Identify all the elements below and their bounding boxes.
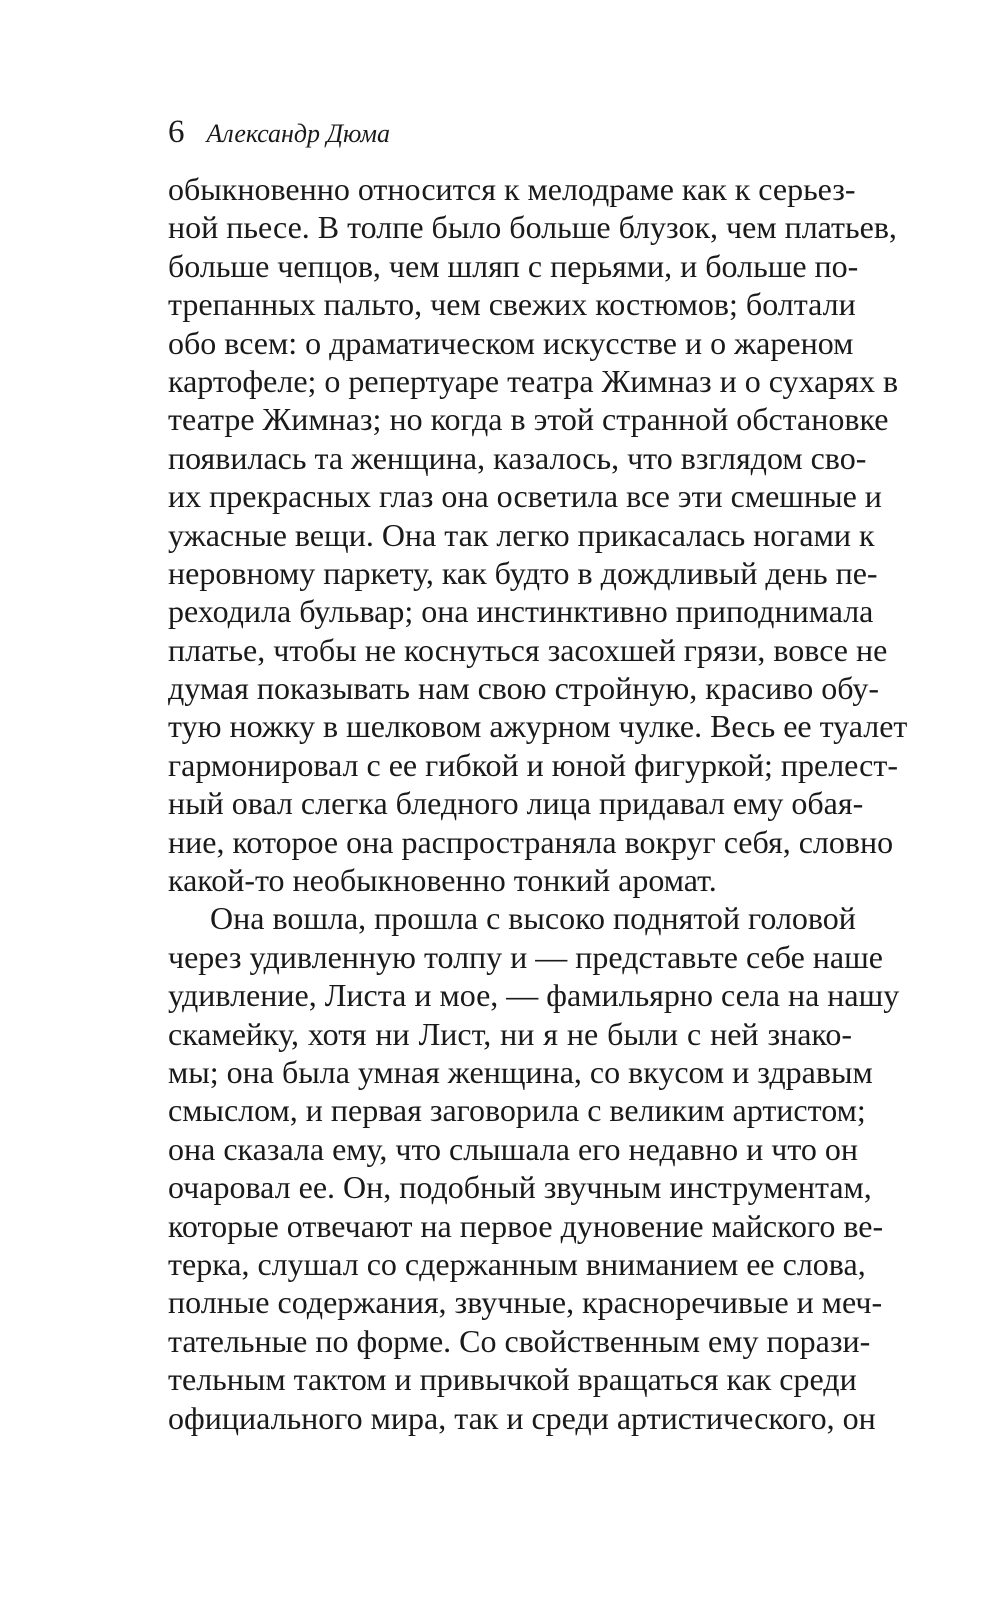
text-line: Она вошла, прошла с высоко поднятой головой [210,900,856,937]
paragraph [168,899,900,1436]
text-line: ужасные вещи. Она так легко прикасалась ногами к [168,516,875,553]
text-line: картофеле; о репертуаре театра Жимназ и о сухарях в [168,362,899,399]
text-line: больше чепцов, чем шляп с перьями, и больше по- [168,247,859,284]
text-line: терка, слушал со сдержанным вниманием ее слова, [168,1245,866,1282]
text-line: через удивленную толпу и — представьте себе наше [168,938,883,975]
page-number: 6 [168,114,185,150]
text-line: театре Жимназ; но когда в этой странной обстановке [168,401,889,438]
text-line: их прекрасных глаз она осветила все эти смешные и [168,478,882,515]
running-head-author: Александр Дюма [206,119,390,148]
text-line: ный овал слегка бледного лица придавал ему обая- [168,785,864,822]
text-line: трепанных пальто, чем свежих костюмов; болтали [168,286,856,323]
text-line: очаровал ее. Он, подобный звучным инструментам, [168,1169,872,1206]
text-line: неровному паркету, как будто в дождливый день пе- [168,554,878,591]
text-line: которые отвечают на первое дуновение майского ве- [168,1207,884,1244]
text-line: удивление, Листа и мое, — фамильярно села на нашу [168,977,900,1014]
text-line: думая показывать нам свою стройную, красиво обу- [168,670,879,707]
text-line: она сказала ему, что слышала его недавно и что он [168,1130,859,1167]
text-line: тательные по форме. Со свойственным ему порази- [168,1322,871,1359]
text-line: ние, которое она распространяла вокруг себя, словно [168,823,894,860]
text-line: ной пьесе. В толпе было больше блузок, чем платьев, [168,209,897,246]
text-line: полные содержания, звучные, красноречивые и меч- [168,1284,883,1321]
text-line: появилась та женщина, казалось, что взглядом сво- [168,439,867,476]
text-line: гармонировал с ее гибкой и юной фигуркой; прелест- [168,746,899,783]
text-line: обо всем: о драматическом искусстве и о жареном [168,324,854,361]
text-line: мы; она была умная женщина, со вкусом и здравым [168,1053,873,1090]
body-text [168,170,908,1437]
text-line: скамейку, хотя ни Лист, ни я не были с ней знако- [168,1015,852,1052]
text-line: тую ножку в шелковом ажурном чулке. Весь ее туалет [168,708,908,745]
text-line: тельным тактом и привычкой вращаться как среди [168,1361,857,1398]
text-line: обыкновенно относится к мелодраме как к серьез- [168,171,856,207]
text-line: какой-то необыкновенно тонкий аромат. [168,862,717,899]
text-line: смыслом, и первая заговорила с великим артистом; [168,1092,866,1129]
running-head [168,114,390,158]
text-line: реходила бульвар; она инстинктивно приподнимала [168,593,874,630]
text-line: платье, чтобы не коснуться засохшей грязи, вовсе не [168,631,888,668]
paragraph [168,170,908,899]
text-line: официального мира, так и среди артистического, он [168,1399,876,1436]
